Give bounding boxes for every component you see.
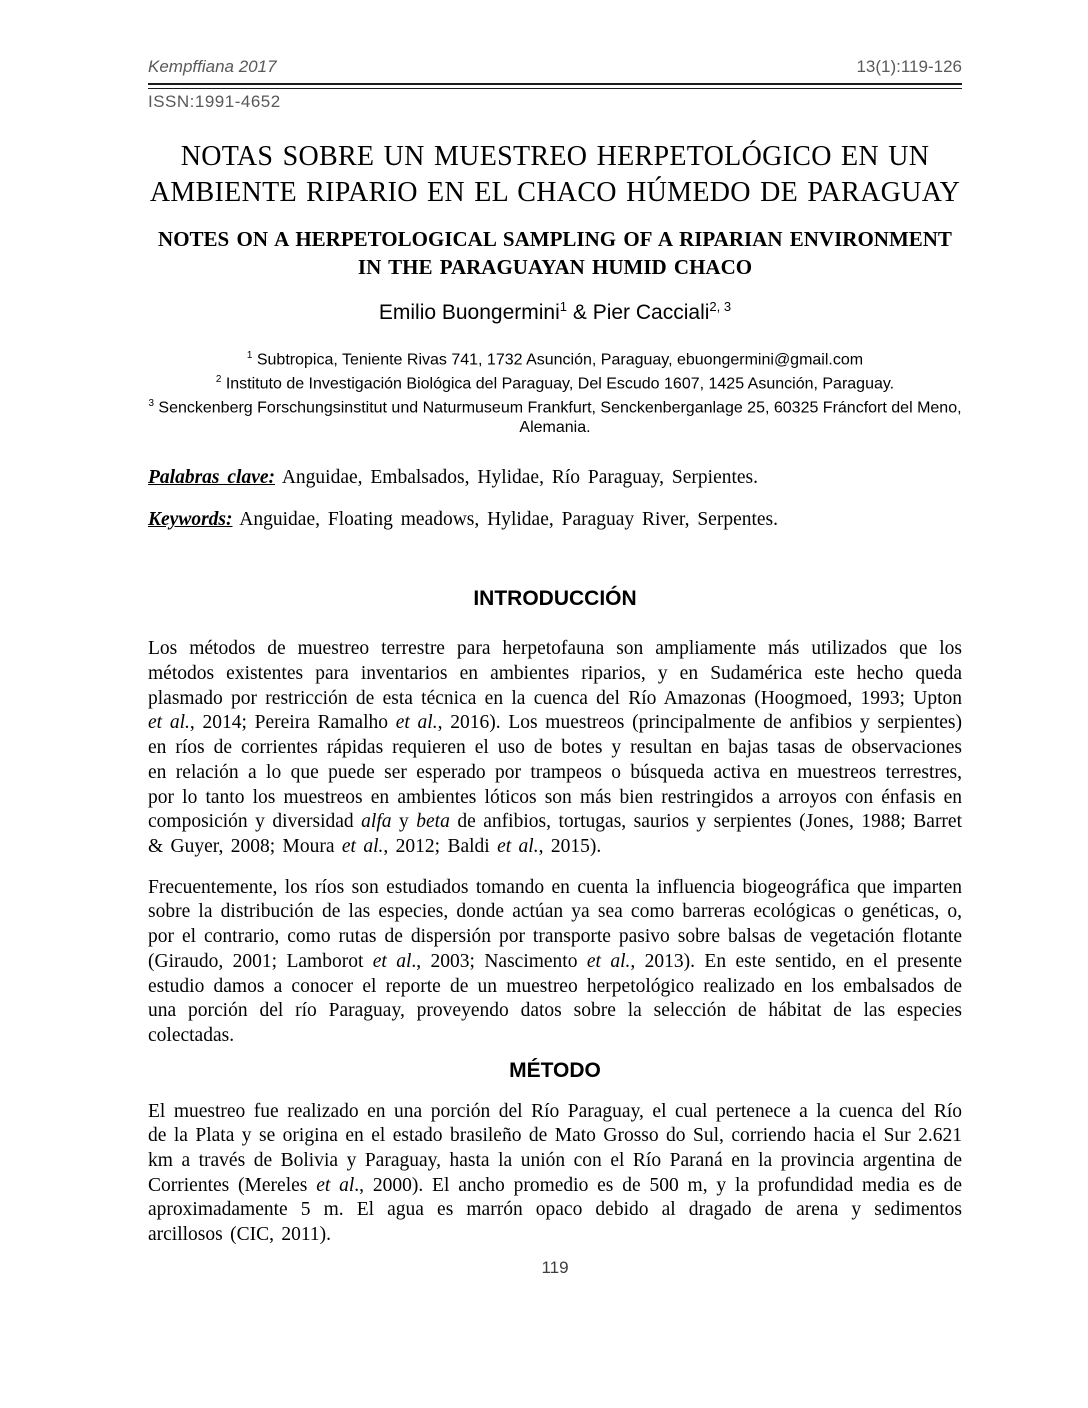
palabras-clave-label: Palabras clave:	[148, 467, 276, 489]
header-row	[148, 56, 962, 78]
issn-number: ISSN:1991-4652	[148, 92, 281, 111]
page-number: 119	[541, 1258, 569, 1277]
affiliation-1: $^1$ Subtropica, Teniente Rivas 741, 1732 Asunción, Paraguay, ebuongermini@gmail.com	[246, 350, 864, 369]
keywords-text: Anguidae, Floating meadows, Hylidae, Paraguay River, Serpentes.	[232, 509, 779, 531]
affiliation-3: $^3$ Senckenberg Forschungsinstitut und Naturmuseum Frankfurt, Senckenberganlage 25, 60325 Fráncfort del Meno, Alemania.	[148, 397, 962, 436]
section-heading-introduccion: INTRODUCCIÓN	[473, 587, 637, 611]
section-heading-metodo: MÉTODO	[509, 1058, 601, 1082]
keywords-label: Keywords:	[148, 509, 233, 531]
palabras-clave-text: Anguidae, Embalsados, Hylidae, Río Paraguay, Serpientes.	[275, 467, 759, 489]
introduccion-paragraph-1: Los métodos de muestreo terrestre para herpetofauna son ampliamente más utilizados que los métodos existentes para inventarios en ambientes riparios, y en Sudamérica este hecho queda plasmado por restricción de esta técnica en la cuenca del Río Amazonas (Hoogmoed, 1993; Upton et al., 2014; Pereira Ramalho et al., 2016). Los muestreos (principalmente de anfibios y serpientes) en ríos de corrientes rápidas requieren el uso de botes y resultan en bajas tasas de observaciones en relación a lo que puede ser esperado por trampeos o búsqueda activa en muestreos terrestres, por lo tanto los muestreos en ambientes lóticos son más bien restringidos a arroyos con énfasis en composición y diversidad alfa y beta de anfibios, tortugas, saurios y serpientes (Jones, 1988; Barret & Guyer, 2008; Moura et al., 2012; Baldi et al., 2015).	[148, 638, 962, 857]
affiliation-2: $^2$ Instituto de Investigación Biológica del Paraguay, Del Escudo 1607, 1425 Asunción, Paraguay.	[215, 373, 895, 393]
authors-line: Emilio Buongermini$^1$ & Pier Cacciali$^{2, 3}$	[378, 299, 732, 324]
header-rule	[148, 83, 962, 89]
issue-page-range: 13(1):119-126	[856, 57, 962, 76]
keywords-english-line	[148, 507, 962, 532]
introduccion-paragraph-2: Frecuentemente, los ríos son estudiados tomando en cuenta la influencia biogeográfica que imparten sobre la distribución de las especies, donde actúan ya sea como barreras ecológicas o genéticas, o, por el contrario, como rutas de dispersión por transporte pasivo sobre balsas de vegetación flotante (Giraudo, 2001; Lamborot et al., 2003; Nascimento et al., 2013). En este sentido, en el presente estudio damos a conocer el reporte de un muestreo herpetológico realizado en los embalsados de una porción del río Paraguay, proveyendo datos sobre la selección de hábitat de las especies colectadas.	[148, 876, 962, 1046]
affiliations-block	[148, 346, 962, 437]
article-title-english: NOTES ON A HERPETOLOGICAL SAMPLING OF A RIPARIAN ENVIRONMENT IN THE PARAGUAYAN HUMID CHACO	[158, 227, 952, 279]
page-header	[148, 56, 962, 113]
keywords-spanish-line	[148, 465, 962, 490]
article-title-spanish: NOTAS SOBRE UN MUESTREO HERPETOLÓGICO EN UN AMBIENTE RIPARIO EN EL CHACO HÚMEDO DE PARAGUAY	[149, 141, 961, 208]
metodo-paragraph-1: El muestreo fue realizado en una porción del Río Paraguay, el cual pertenece a la cuenca del Río de la Plata y se origina en el estado brasileño de Mato Grosso do Sul, corriendo hacia el Sur 2.621 km a través de Bolivia y Paraguay, hasta la unión con el Río Paraná en la provincia argentina de Corrientes (Mereles et al., 2000). El ancho promedio es de 500 m, y la profundidad media es de aproximadamente 5 m. El agua es marrón opaco debido al dragado de arena y sedimentos arcillosos (CIC, 2011).	[148, 1100, 962, 1246]
journal-name: Kempffiana 2017	[148, 57, 277, 76]
